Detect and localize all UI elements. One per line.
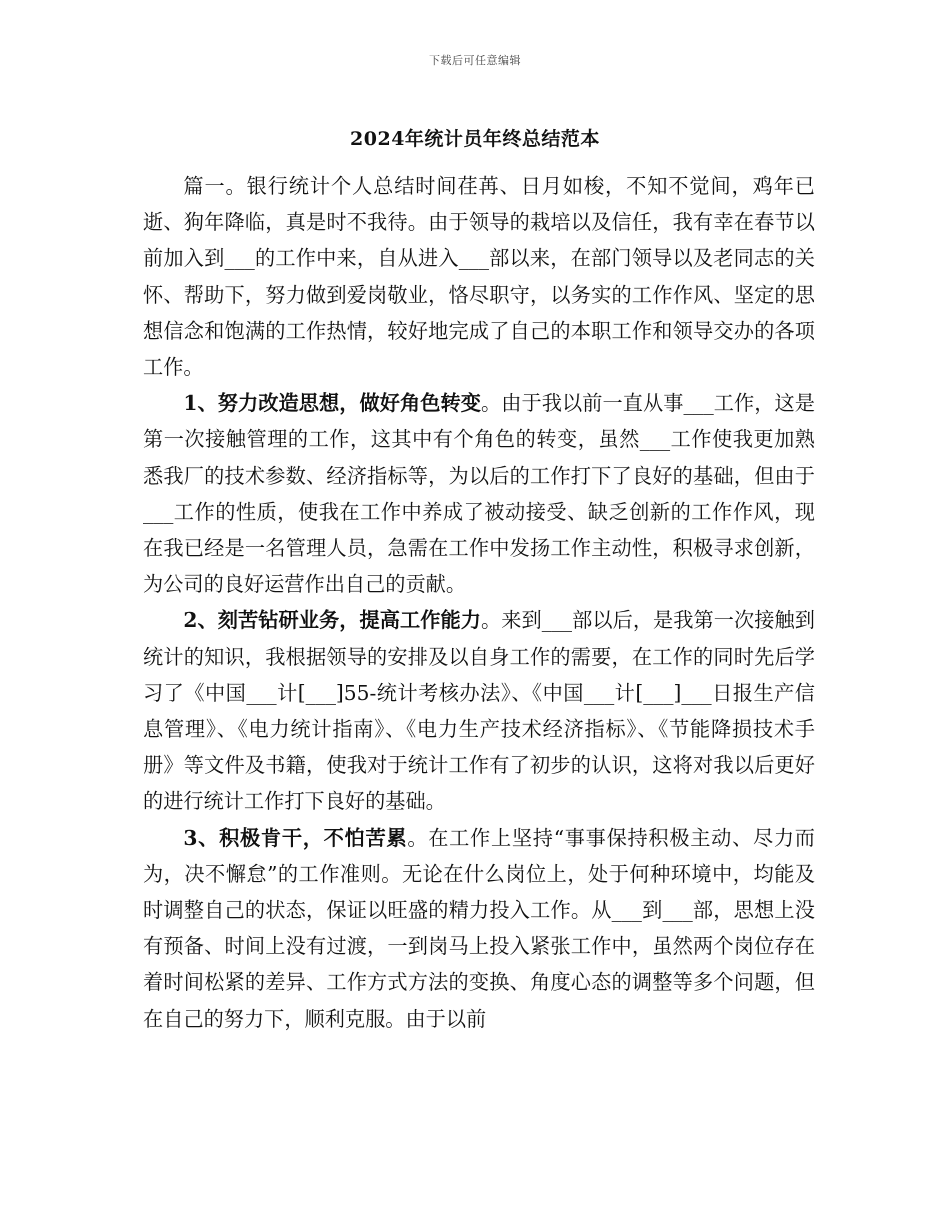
paragraph-text: 。在工作上坚持“事事保持积极主动、尽力而为，决不懈怠”的工作准则。无论在什么岗位上，处于何种环境中，均能及时调整自己的状态，保证以旺盛的精力投入工作。从___到___部，思想上没有预备、时间上没有过渡，一到岗马上投入紧张工作中，虽然两个岗位存在着时间松紧的差异、工作方式方法的变换、角度心态的调整等多个问题，但在自己的努力下，顺利克服。由于以前 [143,825,815,1031]
paragraph-text: 篇一。银行统计个人总结时间荏苒、日月如梭，不知不觉间，鸡年已逝、狗年降临，真是时不我待。由于领导的栽培以及信任，我有幸在春节以前加入到___的工作中来，自从进入___部以来，在部门领导以及老同志的关怀、帮助下，努力做到爱岗敬业，恪尽职守，以务实的工作作风、坚定的思想信念和饱满的工作热情，较好地完成了自己的本职工作和领导交办的各项工作。 [143,174,815,380]
section-heading: 2、刻苦钻研业务，提高工作能力 [183,608,481,633]
paragraph-section-2 [143,602,815,819]
section-heading: 1、努力改造思想，做好角色转变 [183,391,481,416]
document-body [143,168,815,1037]
section-heading: 3、积极肯干，不怕苦累 [183,825,408,850]
paragraph-section-1 [143,385,815,602]
paragraph-text: 。来到___部以后，是我第一次接触到统计的知识，我根据领导的安排及以自身工作的需要，在工作的同时先后学习了《中国___计[___]55-统计考核办法》、《中国___计[___]___日报生产信息管理》、《电力统计指南》、《电力生产技术经济指标》、《节能降损技术手册》等文件及书籍，使我对于统计工作有了初步的认识，这将对我以后更好的进行统计工作打下良好的基础。 [143,608,815,814]
page-header-note: 下载后可任意编辑 [429,54,521,67]
paragraph-intro [143,168,815,385]
paragraph-section-3 [143,820,815,1037]
document-title: 2024年统计员年终总结范本 [350,128,600,150]
paragraph-text: 。由于我以前一直从事___工作，这是第一次接触管理的工作，这其中有个角色的转变，虽然___工作使我更加熟悉我厂的技术参数、经济指标等，为以后的工作打下了良好的基础，但由于___工作的性质，使我在工作中养成了被动接受、缺乏创新的工作作风，现在我已经是一名管理人员，急需在工作中发扬工作主动性，积极寻求创新，为公司的良好运营作出自己的贡献。 [143,391,815,597]
